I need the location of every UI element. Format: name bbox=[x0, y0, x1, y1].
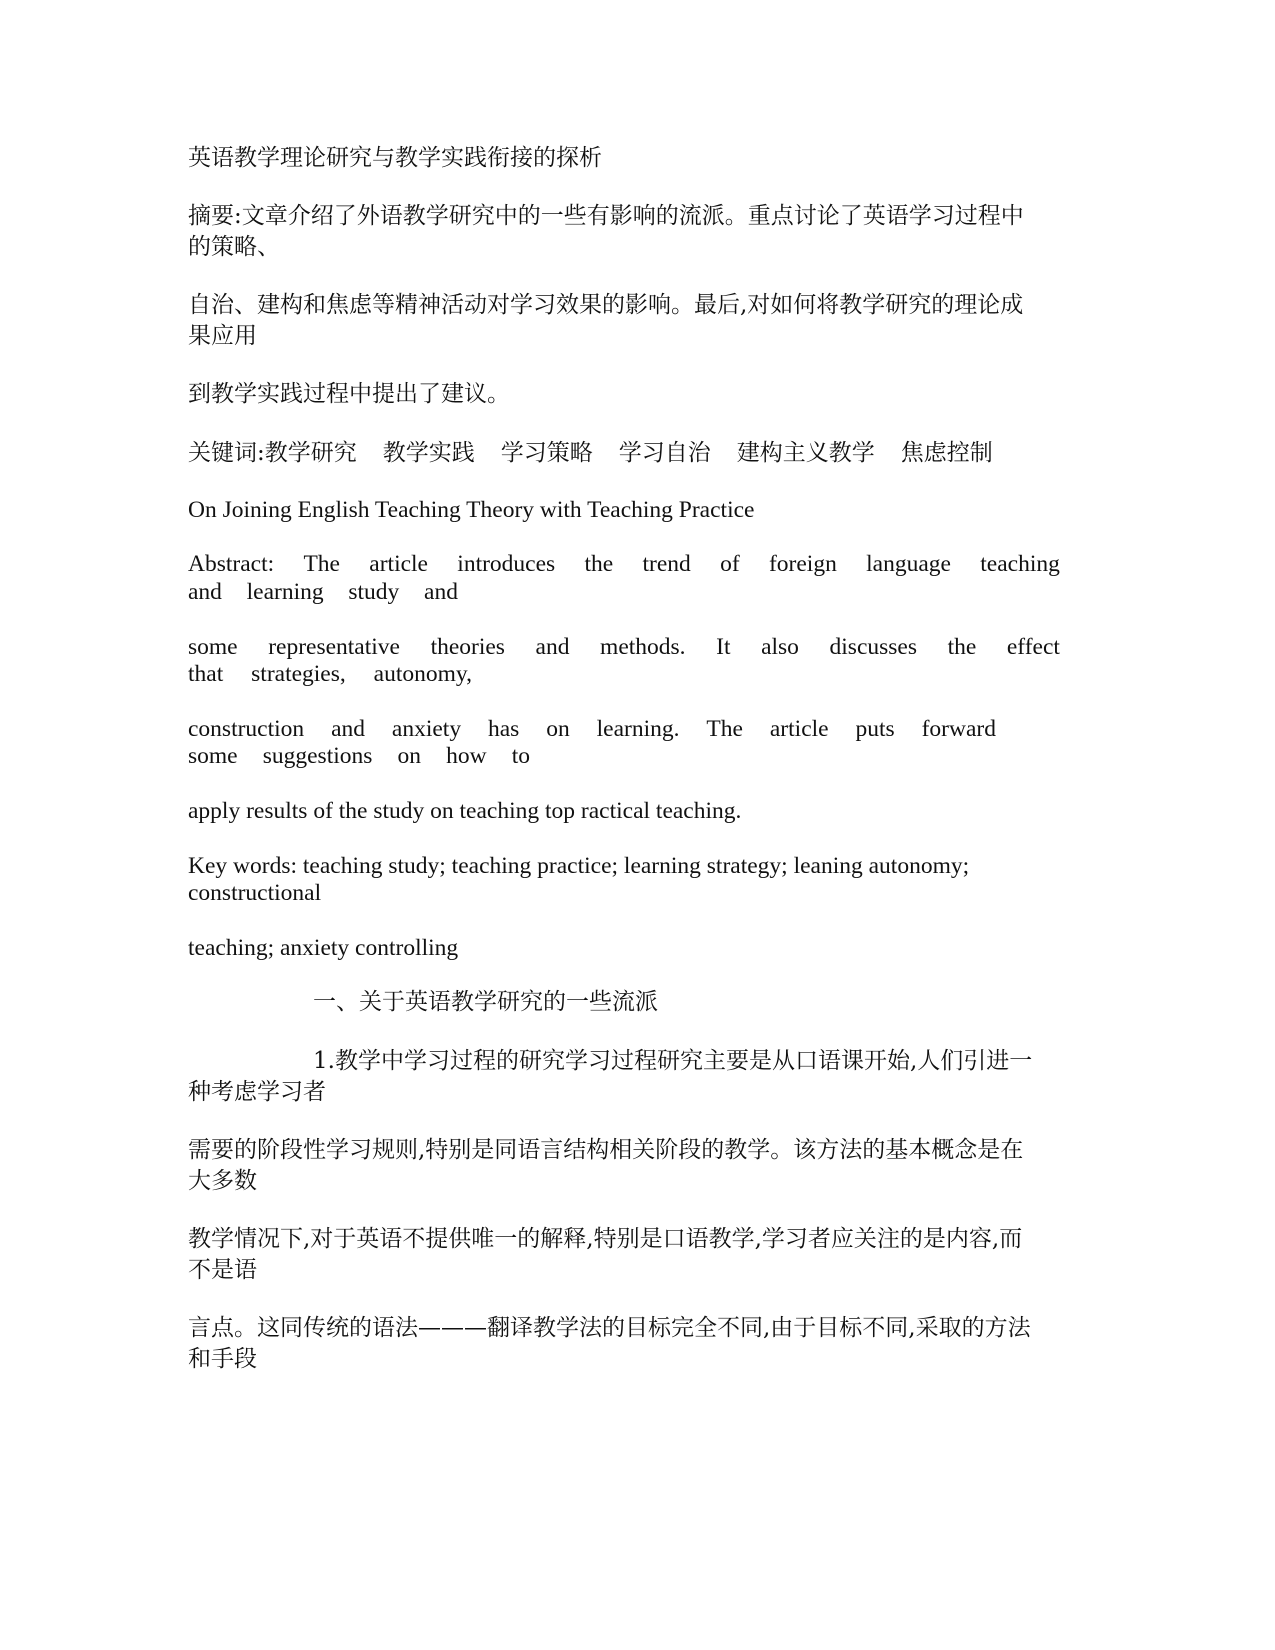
word: effect bbox=[1006, 634, 1060, 660]
chinese-abstract-line-2: 的策略、 bbox=[188, 234, 280, 260]
word: puts bbox=[855, 716, 895, 742]
chinese-keyword: 教学实践 bbox=[382, 440, 475, 466]
word: theories bbox=[430, 634, 505, 660]
chinese-keyword: 建构主义教学 bbox=[736, 440, 875, 466]
word: some bbox=[188, 743, 238, 769]
word: suggestions bbox=[262, 743, 373, 769]
english-abstract-line-6 bbox=[188, 741, 530, 772]
word: and bbox=[331, 716, 366, 742]
word: discusses bbox=[829, 634, 917, 660]
english-keywords-line-1: Key words: teaching study; teaching practice; learning strategy; leaning autonomy; bbox=[188, 853, 970, 879]
word: strategies, bbox=[251, 661, 346, 687]
word: some bbox=[188, 634, 238, 660]
word: trend bbox=[642, 551, 691, 577]
body-line-4: 大多数 bbox=[188, 1168, 257, 1194]
word: anxiety bbox=[391, 716, 462, 742]
word: It bbox=[716, 634, 731, 660]
word: introduces bbox=[457, 551, 556, 577]
word: The bbox=[706, 716, 743, 742]
body-line-1: 1.教学中学习过程的研究学习过程研究主要是从口语课开始,人们引进一 bbox=[313, 1048, 1033, 1074]
english-title: On Joining English Teaching Theory with Teaching Practice bbox=[188, 497, 755, 523]
word: article bbox=[769, 716, 829, 742]
word: The bbox=[303, 551, 340, 577]
word: that bbox=[188, 661, 224, 687]
chinese-keywords bbox=[188, 438, 1088, 469]
body-line-2: 种考虑学习者 bbox=[188, 1079, 326, 1105]
word: forward bbox=[921, 716, 996, 742]
word: of bbox=[720, 551, 740, 577]
word: and bbox=[188, 579, 222, 605]
word: and bbox=[424, 579, 458, 605]
word: has bbox=[488, 716, 520, 742]
word: methods. bbox=[600, 634, 686, 660]
word: article bbox=[369, 551, 428, 577]
chinese-abstract-line-1: 摘要:文章介绍了外语教学研究中的一些有影响的流派。重点讨论了英语学习过程中 bbox=[188, 203, 1024, 229]
word: the bbox=[947, 634, 977, 660]
chinese-keyword: 焦虑控制 bbox=[900, 440, 993, 466]
body-line-3: 需要的阶段性学习规则,特别是同语言结构相关阶段的教学。该方法的基本概念是在 bbox=[188, 1137, 1024, 1163]
word: how bbox=[446, 743, 487, 769]
english-abstract-line-4 bbox=[188, 659, 472, 690]
word: on bbox=[397, 743, 422, 769]
word: to bbox=[511, 743, 530, 769]
body-line-5: 教学情况下,对于英语不提供唯一的解释,特别是口语教学,学习者应关注的是内容,而 bbox=[188, 1226, 1023, 1252]
chinese-abstract-line-5: 到教学实践过程中提出了建议。 bbox=[188, 381, 510, 407]
word: learning bbox=[246, 579, 324, 605]
body-line-6: 不是语 bbox=[188, 1257, 257, 1283]
word: Abstract: bbox=[188, 551, 275, 577]
word: construction bbox=[188, 716, 305, 742]
english-abstract-line-2 bbox=[188, 577, 458, 608]
chinese-keyword: 学习策略 bbox=[500, 440, 593, 466]
word: also bbox=[761, 634, 799, 660]
english-abstract-line-7: apply results of the study on teaching top ractical teaching. bbox=[188, 798, 742, 824]
word: the bbox=[584, 551, 614, 577]
word: and bbox=[535, 634, 570, 660]
word: representative bbox=[268, 634, 400, 660]
chinese-title: 英语教学理论研究与教学实践衔接的探析 bbox=[188, 145, 602, 171]
word: on bbox=[546, 716, 570, 742]
word: teaching bbox=[980, 551, 1060, 577]
body-line-8: 和手段 bbox=[188, 1346, 257, 1372]
word: autonomy, bbox=[373, 661, 472, 687]
word: language bbox=[866, 551, 951, 577]
english-abstract-line-1 bbox=[188, 549, 1060, 580]
chinese-abstract-line-3: 自治、建构和焦虑等精神活动对学习效果的影响。最后,对如何将教学研究的理论成 bbox=[188, 292, 1024, 318]
body-line-7: 言点。这同传统的语法———翻译教学法的目标完全不同,由于目标不同,采取的方法 bbox=[188, 1315, 1031, 1341]
section-heading: 一、关于英语教学研究的一些流派 bbox=[313, 989, 658, 1015]
english-keywords-line-3: teaching; anxiety controlling bbox=[188, 935, 459, 961]
english-keywords-line-2: constructional bbox=[188, 880, 322, 906]
chinese-abstract-line-4: 果应用 bbox=[188, 323, 257, 349]
word: foreign bbox=[768, 551, 837, 577]
chinese-keywords-label: 关键词:教学研究 bbox=[188, 440, 357, 466]
word: learning. bbox=[596, 716, 680, 742]
word: study bbox=[348, 579, 400, 605]
chinese-keyword: 学习自治 bbox=[618, 440, 711, 466]
